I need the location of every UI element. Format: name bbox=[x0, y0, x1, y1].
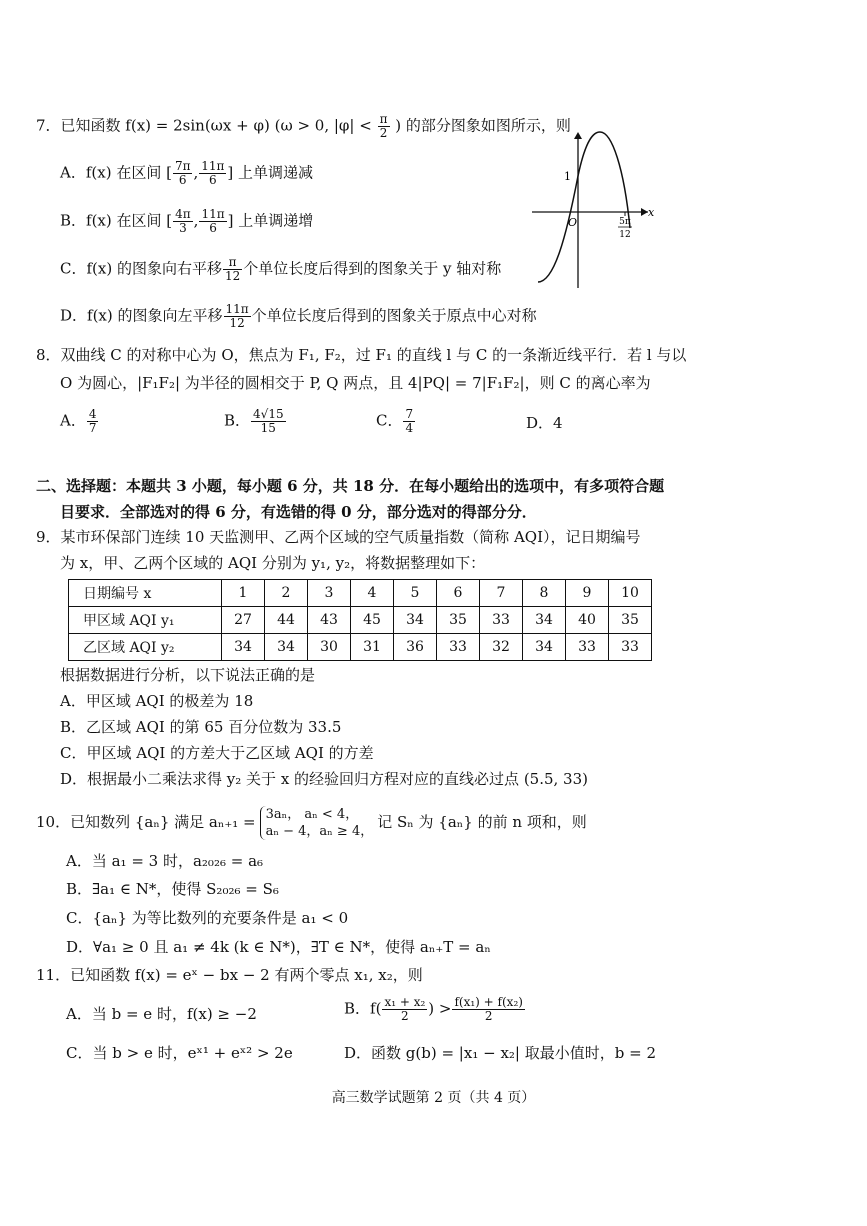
table-cell: 27 bbox=[222, 607, 265, 634]
q8-b-den: 15 bbox=[260, 421, 276, 435]
q10-option-c: C．{aₙ} 为等比数列的充要条件是 a₁ < 0 bbox=[66, 909, 349, 927]
q8-option-d: D．4 bbox=[526, 414, 563, 432]
table-cell: 34 bbox=[394, 607, 437, 634]
q7-b-post: ] 上单调递增 bbox=[227, 211, 314, 230]
q8-b-num: 4√15 bbox=[253, 407, 284, 421]
q8-option-a bbox=[60, 408, 99, 435]
table-cell: 44 bbox=[265, 607, 308, 634]
q7-stem bbox=[36, 113, 571, 140]
graph-label-one: 1 bbox=[564, 170, 571, 183]
q7-a-f1d: 6 bbox=[178, 173, 187, 187]
q11-option-a: A．当 b = e 时，f(x) ≥ −2 bbox=[66, 1005, 257, 1023]
q10-option-d: D．∀a₁ ≥ 0 且 a₁ ≠ 4k (k ∈ N*)，∃T ∈ N*，使得 aₙ₊T = aₙ bbox=[66, 938, 491, 956]
table-cell: 40 bbox=[566, 607, 609, 634]
table-header-label: 日期编号 x bbox=[69, 580, 222, 607]
q11-option-b bbox=[344, 996, 526, 1023]
table-cell: 4 bbox=[351, 580, 394, 607]
q11-b-frac2 bbox=[452, 996, 524, 1023]
q7-d-fn: 11π bbox=[225, 302, 249, 316]
q9-line2: 为 x，甲、乙两个区域的 AQI 分别为 y₁, y₂，将数据整理如下： bbox=[60, 554, 486, 572]
q10-case2: aₙ − 4，aₙ ≥ 4， bbox=[265, 824, 374, 839]
q7-option-c bbox=[60, 256, 501, 283]
q10-option-b: B．∃a₁ ∈ N*，使得 S₂₀₂₆ = S₆ bbox=[66, 880, 279, 898]
q7-b-sep: , bbox=[193, 211, 199, 230]
table-cell: 7 bbox=[480, 580, 523, 607]
q9-option-b: B．乙区域 AQI 的第 65 百分位数为 33.5 bbox=[60, 718, 342, 736]
q11-stem: 11．已知函数 f(x) = eˣ − bx − 2 有两个零点 x₁, x₂，则 bbox=[36, 966, 423, 984]
q7-a-post: ] 上单调递减 bbox=[227, 163, 314, 182]
q7-b-frac1 bbox=[173, 208, 193, 235]
q11-b-pre: B．f( bbox=[344, 999, 382, 1018]
q8-b-frac bbox=[251, 408, 286, 435]
q8-a-label: A． bbox=[60, 411, 86, 430]
q10-post: 记 Sₙ 为 {aₙ} 的前 n 项和，则 bbox=[377, 813, 587, 831]
q8-a-frac bbox=[87, 408, 99, 435]
q8-option-b bbox=[224, 408, 287, 435]
q7-c-post: 个单位长度后得到的图象关于 y 轴对称 bbox=[243, 259, 502, 278]
section2-heading-line1: 二、选择题：本题共 3 小题，每小题 6 分，共 18 分．在每小题给出的选项中，有多项符合题 bbox=[36, 477, 665, 495]
q7-option-d bbox=[60, 303, 537, 330]
q7-c-pre: C．f(x) 的图象向右平移 bbox=[60, 259, 222, 278]
table-cell: 33 bbox=[480, 607, 523, 634]
table-cell: 31 bbox=[351, 634, 394, 661]
graph-x-arrow bbox=[641, 208, 648, 216]
q10-case1: 3aₙ， aₙ < 4， bbox=[265, 807, 359, 822]
table-cell: 34 bbox=[523, 634, 566, 661]
table-cell: 9 bbox=[566, 580, 609, 607]
table-cell: 2 bbox=[265, 580, 308, 607]
q7-option-b bbox=[60, 208, 313, 235]
table-cell: 45 bbox=[351, 607, 394, 634]
table-row-days bbox=[69, 580, 652, 607]
q11-b-frac1 bbox=[382, 996, 427, 1023]
table-cell: 3 bbox=[308, 580, 351, 607]
q11-option-c: C．当 b > e 时，eˣ¹ + eˣ² > 2e bbox=[66, 1044, 293, 1062]
q11-b-f2n: f(x₁) + f(x₂) bbox=[454, 995, 523, 1009]
q11-b-f2d: 2 bbox=[484, 1009, 493, 1023]
table-row-y2 bbox=[69, 634, 652, 661]
graph-y-arrow bbox=[574, 132, 582, 139]
q7-pi-over-2 bbox=[378, 113, 390, 140]
q8-c-frac bbox=[403, 408, 415, 435]
graph-label-origin: O bbox=[568, 216, 578, 229]
table-cell: 30 bbox=[308, 634, 351, 661]
table-cell: 33 bbox=[566, 634, 609, 661]
q7-b-f2d: 6 bbox=[209, 221, 217, 235]
q7-b-pre: B．f(x) 在区间 [ bbox=[60, 211, 173, 230]
q7-pi-num: π bbox=[379, 112, 388, 126]
table-cell: 6 bbox=[437, 580, 480, 607]
table-row1-label: 甲区域 AQI y₁ bbox=[69, 607, 222, 634]
q8-option-c bbox=[376, 408, 416, 435]
table-cell: 36 bbox=[394, 634, 437, 661]
graph-tick-den: 12 bbox=[619, 230, 631, 240]
table-cell: 35 bbox=[437, 607, 480, 634]
q10-option-a: A．当 a₁ = 3 时，a₂₀₂₆ = a₆ bbox=[66, 852, 264, 870]
graph-tick-num: 5π bbox=[619, 217, 631, 227]
q11-option-d: D．函数 g(b) = |x₁ − x₂| 取最小值时，b = 2 bbox=[344, 1044, 656, 1062]
table-cell: 34 bbox=[265, 634, 308, 661]
q7-a-frac2 bbox=[199, 160, 226, 187]
q7-sine-graph bbox=[528, 128, 658, 290]
table-row-y1 bbox=[69, 607, 652, 634]
q11-b-f1n: x₁ + x₂ bbox=[384, 995, 426, 1009]
q9-option-d: D．根据最小二乘法求得 y₂ 关于 x 的经验回归方程对应的直线必过点 (5.5, 33) bbox=[60, 770, 588, 788]
q11-b-f1d: 2 bbox=[401, 1009, 409, 1023]
table-cell: 10 bbox=[609, 580, 652, 607]
q7-a-f2d: 6 bbox=[209, 173, 217, 187]
q7-d-pre: D．f(x) 的图象向左平移 bbox=[60, 306, 223, 325]
q7-a-pre: A．f(x) 在区间 [ bbox=[60, 163, 172, 182]
page-footer: 高三数学试题第 2 页（共 4 页） bbox=[331, 1090, 536, 1106]
q7-a-sep: , bbox=[193, 163, 199, 182]
q8-line1: 8．双曲线 C 的对称中心为 O，焦点为 F₁, F₂，过 F₁ 的直线 l 与 C 的一条渐近线平行．若 l 与以 bbox=[36, 346, 687, 364]
q9-option-a: A．甲区域 AQI 的极差为 18 bbox=[60, 692, 254, 710]
table-cell: 43 bbox=[308, 607, 351, 634]
q8-c-num: 7 bbox=[405, 407, 414, 421]
q7-b-frac2 bbox=[199, 208, 226, 235]
graph-label-x: x bbox=[648, 206, 655, 219]
q7-a-f1n: 7π bbox=[174, 159, 191, 173]
table-cell: 1 bbox=[222, 580, 265, 607]
q8-b-label: B． bbox=[224, 411, 251, 430]
table-cell: 35 bbox=[609, 607, 652, 634]
graph-curve bbox=[538, 132, 630, 282]
table-cell: 33 bbox=[437, 634, 480, 661]
q7-d-post: 个单位长度后得到的图象关于原点中心对称 bbox=[251, 306, 537, 325]
q7-a-f2n: 11π bbox=[201, 159, 225, 173]
q8-line2: O 为圆心，|F₁F₂| 为半径的圆相交于 P, Q 两点，且 4|PQ| = 7|F₁F₂|，则 C 的离心率为 bbox=[60, 374, 651, 392]
q8-c-label: C． bbox=[376, 411, 403, 430]
q7-d-frac bbox=[224, 303, 251, 330]
q11-b-mid: ) > bbox=[428, 999, 452, 1018]
table-cell: 34 bbox=[222, 634, 265, 661]
q9-after-table: 根据数据进行分析，以下说法正确的是 bbox=[60, 666, 316, 684]
table-cell: 32 bbox=[480, 634, 523, 661]
q7-c-frac bbox=[223, 256, 242, 283]
q8-a-num: 4 bbox=[88, 407, 97, 421]
table-cell: 8 bbox=[523, 580, 566, 607]
table-cell: 5 bbox=[394, 580, 437, 607]
q7-stem-text-b: ) 的部分图象如图所示，则 bbox=[395, 116, 571, 135]
q9-option-c: C．甲区域 AQI 的方差大于乙区域 AQI 的方差 bbox=[60, 744, 374, 762]
q7-d-fd: 12 bbox=[229, 316, 245, 330]
table-cell: 34 bbox=[523, 607, 566, 634]
q7-c-fn: π bbox=[223, 256, 242, 270]
q9-line1: 9．某市环保部门连续 10 天监测甲、乙两个区域的空气质量指数（简称 AQI），记日期编号 bbox=[36, 528, 641, 546]
q7-b-f1n: 4π bbox=[175, 207, 191, 221]
q10-stem bbox=[36, 806, 587, 840]
q7-b-f2n: 11π bbox=[201, 207, 225, 221]
q7-pi-den: 2 bbox=[379, 126, 388, 140]
q7-a-frac1 bbox=[173, 160, 193, 187]
q7-option-a bbox=[60, 160, 313, 187]
q8-a-den: 7 bbox=[88, 421, 97, 435]
q10-piecewise bbox=[260, 806, 374, 840]
q7-b-f1d: 3 bbox=[179, 221, 187, 235]
q7-c-fd: 12 bbox=[224, 269, 241, 283]
q10-pre: 10．已知数列 {aₙ} 满足 aₙ₊₁ = bbox=[36, 813, 256, 831]
q7-stem-text-a: 7．已知函数 f(x) = 2sin(ωx + φ) (ω > 0, |φ| < bbox=[36, 116, 372, 135]
table-cell: 33 bbox=[609, 634, 652, 661]
section2-heading-line2: 目要求．全部选对的得 6 分，有选错的得 0 分，部分选对的得部分分． bbox=[60, 503, 537, 521]
table-row2-label: 乙区域 AQI y₂ bbox=[69, 634, 222, 661]
q8-c-den: 4 bbox=[405, 421, 414, 435]
q9-aqi-table bbox=[68, 579, 652, 661]
